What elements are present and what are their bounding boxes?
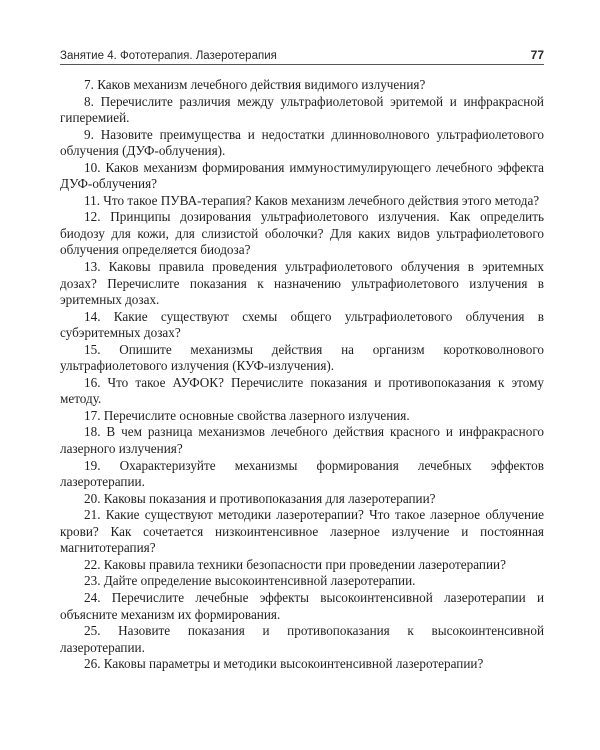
question-item: 10. Каков механизм формирования иммуностимулирующего лечебного эффекта ДУФ-облучения? [60, 159, 544, 192]
question-item: 26. Каковы параметры и методики высокоинтенсивной лазеротерапии? [84, 656, 484, 672]
question-item: 22. Каковы правила техники безопасности при проведении лазеротерапии? [84, 556, 506, 572]
question-item: 9. Назовите преимущества и недостатки длинноволнового ультрафиолетового облучения (ДУФ-облучения). [60, 126, 544, 159]
running-title: Занятие 4. Фототерапия. Лазеротерапия [60, 50, 277, 62]
question-item: 20. Каковы показания и противопоказания для лазеротерапии? [84, 490, 436, 506]
question-item: 8. Перечислите различия между ультрафиолетовой эритемой и инфракрасной гиперемией. [60, 93, 544, 126]
page-header [60, 48, 544, 62]
question-item: 24. Перечислите лечебные эффекты высокоинтенсивной лазеротерапии и объясните механизм их формирования. [60, 589, 544, 622]
question-item: 12. Принципы дозирования ультрафиолетового излучения. Как определить биодозу для кожи, для слизистой оболочки? Для каких видов ультрафиолетового облучения определяется биодоза? [60, 209, 544, 258]
question-item: 25. Назовите показания и противопоказания к высокоинтенсивной лазеротерапии. [60, 623, 544, 655]
question-item: 13. Каковы правила проведения ультрафиолетового облучения в эритемных дозах? Перечислите показания к назначению ультрафиолетового излучения в эритемных дозах. [60, 259, 544, 308]
question-item: 14. Какие существуют схемы общего ультрафиолетового облучения в субэритемных дозах? [60, 308, 544, 341]
question-item: 16. Что такое АУФОК? Перечислите показания и противопоказания к этому методу. [60, 374, 544, 407]
question-item: 21. Какие существуют методики лазеротерапии? Что такое лазерное облучение крови? Как сочетается низкоинтенсивное лазерное излучение и постоянная магнитотерапия? [60, 507, 544, 556]
question-item: 11. Что такое ПУВА-терапия? Каков механизм лечебного действия этого метода? [84, 192, 540, 208]
question-item: 23. Дайте определение высокоинтенсивной лазеротерапии. [84, 573, 416, 589]
question-item: 17. Перечислите основные свойства лазерного излучения. [84, 407, 410, 423]
header-divider [60, 64, 544, 65]
question-item: 7. Каков механизм лечебного действия видимого излучения? [84, 77, 426, 92]
question-item: 18. В чем разница механизмов лечебного действия красного и инфракрасного лазерного излучения? [60, 424, 544, 457]
question-list [60, 77, 544, 673]
question-item: 15. Опишите механизмы действия на организм коротковолнового ультрафиолетового излучения (КУФ-излучения). [60, 341, 544, 374]
question-item: 19. Охарактеризуйте механизмы формирования лечебных эффектов лазеротерапии. [60, 457, 544, 490]
page-number: 77 [530, 48, 544, 62]
